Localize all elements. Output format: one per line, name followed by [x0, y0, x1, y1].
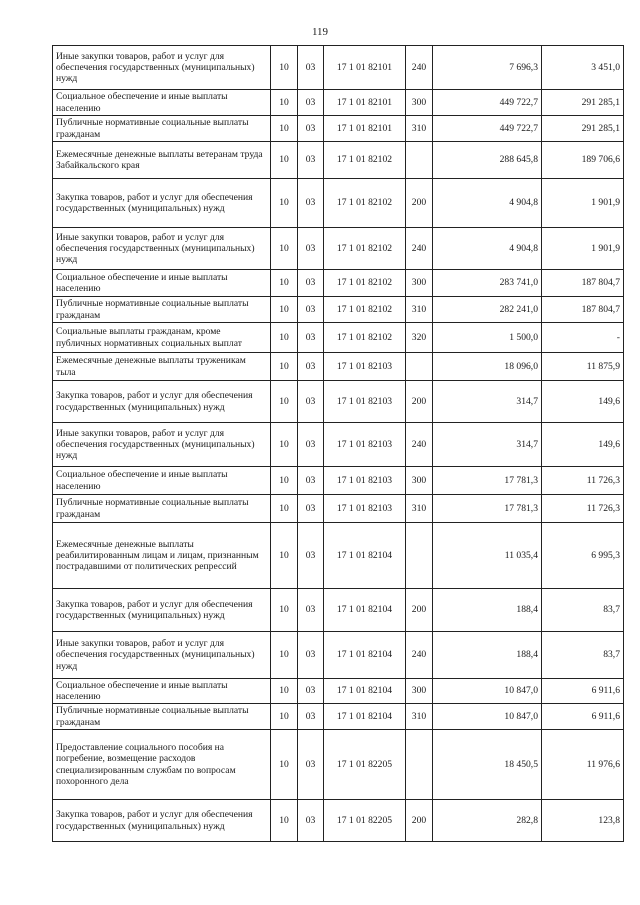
amount-executed: 1 901,9 [542, 179, 624, 228]
subsection-code: 03 [298, 228, 324, 270]
amount-executed: 6 911,6 [542, 704, 624, 730]
table-row [53, 116, 624, 142]
amount-plan: 282,8 [433, 800, 542, 842]
row-name: Социальное обеспечение и иные выплаты населению [53, 679, 271, 704]
expense-type-code: 200 [406, 381, 433, 423]
section-code: 10 [271, 90, 298, 116]
section-code: 10 [271, 467, 298, 495]
row-name: Социальное обеспечение и иные выплаты населению [53, 467, 271, 495]
subsection-code: 03 [298, 381, 324, 423]
table-body [53, 46, 624, 842]
subsection-code: 03 [298, 142, 324, 179]
expense-type-code: 240 [406, 46, 433, 90]
page-number: 119 [311, 26, 329, 38]
table-row [53, 632, 624, 679]
target-article-code: 17 1 01 82104 [324, 704, 406, 730]
table-row [53, 179, 624, 228]
section-code: 10 [271, 179, 298, 228]
amount-plan: 10 847,0 [433, 679, 542, 704]
target-article-code: 17 1 01 82102 [324, 297, 406, 323]
expense-type-code: 310 [406, 297, 433, 323]
amount-executed: 83,7 [542, 589, 624, 632]
expense-type-code: 240 [406, 228, 433, 270]
subsection-code: 03 [298, 46, 324, 90]
expense-type-code: 200 [406, 179, 433, 228]
expense-type-code: 300 [406, 467, 433, 495]
subsection-code: 03 [298, 353, 324, 381]
subsection-code: 03 [298, 495, 324, 523]
expense-type-code: 300 [406, 270, 433, 297]
section-code: 10 [271, 800, 298, 842]
amount-executed: 6 995,3 [542, 523, 624, 589]
amount-plan: 449 722,7 [433, 90, 542, 116]
row-name: Социальные выплаты гражданам, кроме публичных нормативных социальных выплат [53, 323, 271, 353]
subsection-code: 03 [298, 632, 324, 679]
amount-plan: 4 904,8 [433, 228, 542, 270]
target-article-code: 17 1 01 82103 [324, 495, 406, 523]
table-row [53, 589, 624, 632]
amount-executed: 11 976,6 [542, 730, 624, 800]
row-name: Иные закупки товаров, работ и услуг для обеспечения государственных (муниципальных) нужд [53, 46, 271, 90]
table-row [53, 270, 624, 297]
amount-plan: 314,7 [433, 423, 542, 467]
table-row [53, 381, 624, 423]
section-code: 10 [271, 381, 298, 423]
expense-type-code: 300 [406, 90, 433, 116]
subsection-code: 03 [298, 730, 324, 800]
amount-executed: - [542, 323, 624, 353]
row-name: Иные закупки товаров, работ и услуг для обеспечения государственных (муниципальных) нужд [53, 632, 271, 679]
subsection-code: 03 [298, 90, 324, 116]
target-article-code: 17 1 01 82104 [324, 523, 406, 589]
table-row [53, 679, 624, 704]
table-row [53, 423, 624, 467]
section-code: 10 [271, 730, 298, 800]
target-article-code: 17 1 01 82103 [324, 381, 406, 423]
section-code: 10 [271, 323, 298, 353]
section-code: 10 [271, 297, 298, 323]
target-article-code: 17 1 01 82205 [324, 800, 406, 842]
row-name: Социальное обеспечение и иные выплаты населению [53, 90, 271, 116]
target-article-code: 17 1 01 82205 [324, 730, 406, 800]
target-article-code: 17 1 01 82102 [324, 142, 406, 179]
expense-type-code [406, 730, 433, 800]
amount-plan: 449 722,7 [433, 116, 542, 142]
target-article-code: 17 1 01 82104 [324, 589, 406, 632]
subsection-code: 03 [298, 467, 324, 495]
expense-type-code [406, 523, 433, 589]
subsection-code: 03 [298, 800, 324, 842]
target-article-code: 17 1 01 82103 [324, 467, 406, 495]
section-code: 10 [271, 46, 298, 90]
amount-plan: 17 781,3 [433, 495, 542, 523]
row-name: Иные закупки товаров, работ и услуг для обеспечения государственных (муниципальных) нужд [53, 423, 271, 467]
target-article-code: 17 1 01 82103 [324, 353, 406, 381]
amount-plan: 1 500,0 [433, 323, 542, 353]
section-code: 10 [271, 679, 298, 704]
target-article-code: 17 1 01 82101 [324, 46, 406, 90]
expense-type-code: 310 [406, 495, 433, 523]
amount-executed: 189 706,6 [542, 142, 624, 179]
subsection-code: 03 [298, 523, 324, 589]
amount-plan: 4 904,8 [433, 179, 542, 228]
table-row [53, 704, 624, 730]
target-article-code: 17 1 01 82102 [324, 179, 406, 228]
section-code: 10 [271, 270, 298, 297]
target-article-code: 17 1 01 82101 [324, 116, 406, 142]
amount-executed: 123,8 [542, 800, 624, 842]
amount-executed: 149,6 [542, 423, 624, 467]
amount-executed: 11 726,3 [542, 467, 624, 495]
target-article-code: 17 1 01 82101 [324, 90, 406, 116]
amount-executed: 291 285,1 [542, 90, 624, 116]
table-row [53, 90, 624, 116]
section-code: 10 [271, 523, 298, 589]
amount-executed: 187 804,7 [542, 297, 624, 323]
expense-type-code [406, 353, 433, 381]
budget-table [52, 45, 624, 842]
table-row [53, 142, 624, 179]
section-code: 10 [271, 704, 298, 730]
expense-type-code: 200 [406, 589, 433, 632]
amount-plan: 282 241,0 [433, 297, 542, 323]
row-name: Иные закупки товаров, работ и услуг для обеспечения государственных (муниципальных) нужд [53, 228, 271, 270]
row-name: Публичные нормативные социальные выплаты гражданам [53, 297, 271, 323]
row-name: Ежемесячные денежные выплаты ветеранам труда Забайкальского края [53, 142, 271, 179]
expense-type-code: 240 [406, 632, 433, 679]
row-name: Закупка товаров, работ и услуг для обеспечения государственных (муниципальных) нужд [53, 800, 271, 842]
expense-type-code: 320 [406, 323, 433, 353]
amount-plan: 18 096,0 [433, 353, 542, 381]
table-row [53, 297, 624, 323]
expense-type-code: 310 [406, 116, 433, 142]
amount-executed: 83,7 [542, 632, 624, 679]
amount-executed: 149,6 [542, 381, 624, 423]
subsection-code: 03 [298, 116, 324, 142]
section-code: 10 [271, 495, 298, 523]
row-name: Закупка товаров, работ и услуг для обеспечения государственных (муниципальных) нужд [53, 179, 271, 228]
target-article-code: 17 1 01 82102 [324, 228, 406, 270]
expense-type-code [406, 142, 433, 179]
amount-plan: 288 645,8 [433, 142, 542, 179]
amount-plan: 188,4 [433, 632, 542, 679]
table-row [53, 228, 624, 270]
table-row [53, 46, 624, 90]
row-name: Ежемесячные денежные выплаты реабилитированным лицам и лицам, признанным пострадавшими от политических репрессий [53, 523, 271, 589]
expense-type-code: 310 [406, 704, 433, 730]
target-article-code: 17 1 01 82103 [324, 423, 406, 467]
amount-executed: 11 726,3 [542, 495, 624, 523]
amount-plan: 18 450,5 [433, 730, 542, 800]
table-row [53, 323, 624, 353]
amount-plan: 188,4 [433, 589, 542, 632]
table-row [53, 523, 624, 589]
row-name: Социальное обеспечение и иные выплаты населению [53, 270, 271, 297]
section-code: 10 [271, 142, 298, 179]
subsection-code: 03 [298, 179, 324, 228]
subsection-code: 03 [298, 679, 324, 704]
section-code: 10 [271, 228, 298, 270]
row-name: Предоставление социального пособия на погребение, возмещение расходов специализированным службам по вопросам похоронного дела [53, 730, 271, 800]
subsection-code: 03 [298, 589, 324, 632]
row-name: Ежемесячные денежные выплаты труженикам тыла [53, 353, 271, 381]
amount-plan: 11 035,4 [433, 523, 542, 589]
amount-executed: 187 804,7 [542, 270, 624, 297]
target-article-code: 17 1 01 82102 [324, 323, 406, 353]
table-row [53, 800, 624, 842]
target-article-code: 17 1 01 82104 [324, 679, 406, 704]
row-name: Публичные нормативные социальные выплаты гражданам [53, 116, 271, 142]
amount-plan: 17 781,3 [433, 467, 542, 495]
subsection-code: 03 [298, 270, 324, 297]
table-row [53, 467, 624, 495]
section-code: 10 [271, 632, 298, 679]
section-code: 10 [271, 353, 298, 381]
row-name: Публичные нормативные социальные выплаты гражданам [53, 704, 271, 730]
expense-type-code: 200 [406, 800, 433, 842]
amount-plan: 7 696,3 [433, 46, 542, 90]
row-name: Закупка товаров, работ и услуг для обеспечения государственных (муниципальных) нужд [53, 589, 271, 632]
table-row [53, 495, 624, 523]
amount-executed: 291 285,1 [542, 116, 624, 142]
amount-plan: 314,7 [433, 381, 542, 423]
target-article-code: 17 1 01 82102 [324, 270, 406, 297]
target-article-code: 17 1 01 82104 [324, 632, 406, 679]
amount-executed: 6 911,6 [542, 679, 624, 704]
amount-executed: 11 875,9 [542, 353, 624, 381]
row-name: Закупка товаров, работ и услуг для обеспечения государственных (муниципальных) нужд [53, 381, 271, 423]
amount-executed: 3 451,0 [542, 46, 624, 90]
section-code: 10 [271, 116, 298, 142]
amount-executed: 1 901,9 [542, 228, 624, 270]
amount-plan: 10 847,0 [433, 704, 542, 730]
subsection-code: 03 [298, 423, 324, 467]
row-name: Публичные нормативные социальные выплаты гражданам [53, 495, 271, 523]
table-row [53, 353, 624, 381]
section-code: 10 [271, 589, 298, 632]
subsection-code: 03 [298, 704, 324, 730]
subsection-code: 03 [298, 297, 324, 323]
table-row [53, 730, 624, 800]
section-code: 10 [271, 423, 298, 467]
subsection-code: 03 [298, 323, 324, 353]
amount-plan: 283 741,0 [433, 270, 542, 297]
expense-type-code: 240 [406, 423, 433, 467]
expense-type-code: 300 [406, 679, 433, 704]
